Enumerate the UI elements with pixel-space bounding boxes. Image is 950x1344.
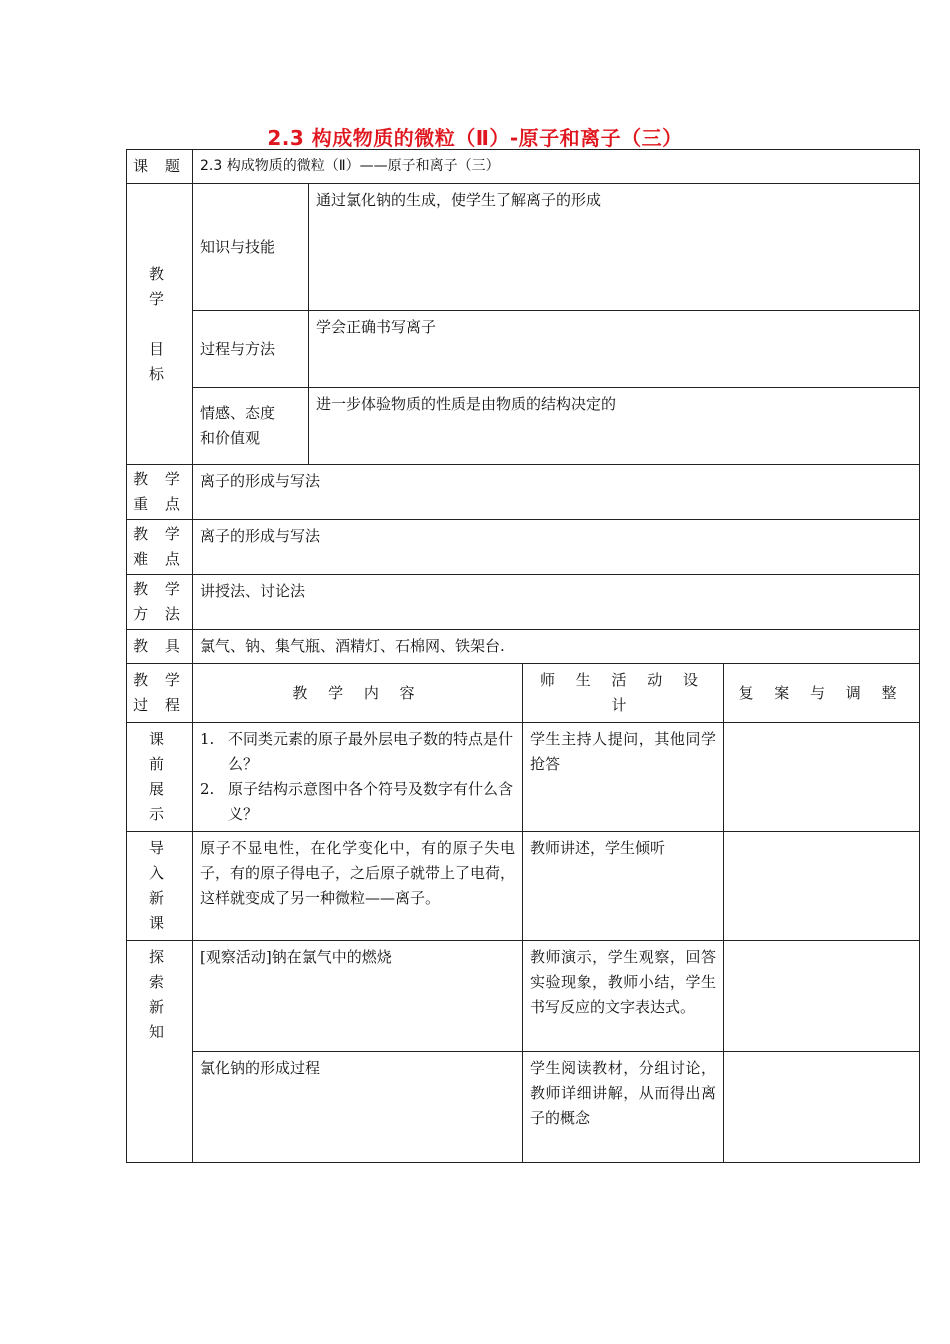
intro-content: 原子不显电性，在化学变化中，有的原子失电子，有的原子得电子，之后原子就带上了电荷，这样就变成了另一种微粒——离子。 [193,832,523,941]
process-label [127,664,193,723]
goals-label-line2: 目 标 [148,339,170,383]
explore-adjust [724,941,920,1052]
process-label-line2: 过 程 [133,696,186,714]
difficulty-row [127,520,920,575]
intro-label [127,832,193,941]
preclass-label [127,723,193,832]
goal-attitude-label-line1: 情感、态度 [200,404,276,422]
difficulty-label [127,520,193,575]
tools-label: 教 具 [127,630,193,664]
goal-row-attitude [127,388,920,465]
key-point-row [127,465,920,520]
intro-adjust [724,832,920,941]
process-label-line1: 教 学 [133,671,186,689]
intro-activity: 教师讲述，学生倾听 [523,832,724,941]
tools-row [127,630,920,664]
goal-knowledge-text: 通过氯化钠的生成，使学生了解离子的形成 [309,184,920,311]
subject-value: 2.3 构成物质的微粒（Ⅱ）——原子和离子（三） [193,150,920,184]
difficulty-label-line2: 难 点 [133,550,186,568]
list-item-number: 2. [200,780,215,798]
preclass-label-line2: 展 示 [148,780,170,823]
formation-activity: 学生阅读教材，分组讨论，教师详细讲解，从而得出离子的概念 [523,1052,724,1163]
explore-label-line2: 新 知 [148,998,170,1041]
preclass-adjust [724,723,920,832]
goal-process-label: 过程与方法 [193,311,309,388]
key-point-text: 离子的形成与写法 [193,465,920,520]
explore-label [127,941,193,1163]
subject-row [127,150,920,184]
list-item-text: 原子结构示意图中各个符号及数字有什么含义？ [228,780,514,823]
process-row-explore [127,941,920,1052]
intro-label-line2: 新 课 [148,889,170,932]
process-row-preclass [127,723,920,832]
preclass-activity: 学生主持人提问，其他同学抢答 [523,723,724,832]
list-item [200,727,515,777]
process-row-formation [127,1052,920,1163]
question-list [200,727,515,827]
method-row [127,575,920,630]
formation-content: 氯化钠的形成过程 [193,1052,523,1163]
goals-label-line1: 教 学 [148,264,170,308]
lesson-plan-table [126,149,920,1163]
key-point-label-line2: 重 点 [133,495,186,513]
goal-attitude-label [193,388,309,465]
preclass-label-line1: 课 前 [148,730,170,773]
explore-activity: 教师演示，学生观察，回答实验现象，教师小结，学生书写反应的文字表达式。 [523,941,724,1052]
goal-knowledge-label: 知识与技能 [193,184,309,311]
col-header-content: 教 学 内 容 [193,664,523,723]
explore-label-line1: 探 索 [148,948,170,991]
goal-attitude-label-line2: 和价值观 [200,429,261,447]
formation-adjust [724,1052,920,1163]
goal-row-process [127,311,920,388]
goal-attitude-text: 进一步体验物质的性质是由物质的结构决定的 [309,388,920,465]
difficulty-text: 离子的形成与写法 [193,520,920,575]
process-header-row [127,664,920,723]
tools-text: 氯气、钠、集气瓶、酒精灯、石棉网、铁架台. [193,630,920,664]
method-label-line2: 方 法 [133,605,186,623]
page-title: 2.3 构成物质的微粒（Ⅱ）-原子和离子（三） [267,126,683,150]
intro-label-line1: 导 入 [148,839,170,882]
col-header-activity: 师 生 活 动 设 计 [523,664,724,723]
key-point-label-line1: 教 学 [133,470,186,488]
list-item [200,777,515,827]
preclass-content [193,723,523,832]
goals-label [127,184,193,465]
method-text: 讲授法、讨论法 [193,575,920,630]
method-label [127,575,193,630]
difficulty-label-line1: 教 学 [133,525,186,543]
col-header-adjust: 复 案 与 调 整 [724,664,920,723]
key-point-label [127,465,193,520]
explore-content: [观察活动]钠在氯气中的燃烧 [193,941,523,1052]
goal-row-knowledge [127,184,920,311]
goal-process-text: 学会正确书写离子 [309,311,920,388]
method-label-line1: 教 学 [133,580,186,598]
subject-label: 课 题 [127,150,193,184]
process-row-intro [127,832,920,941]
list-item-number: 1. [200,730,215,748]
list-item-text: 不同类元素的原子最外层电子数的特点是什么？ [228,730,514,773]
